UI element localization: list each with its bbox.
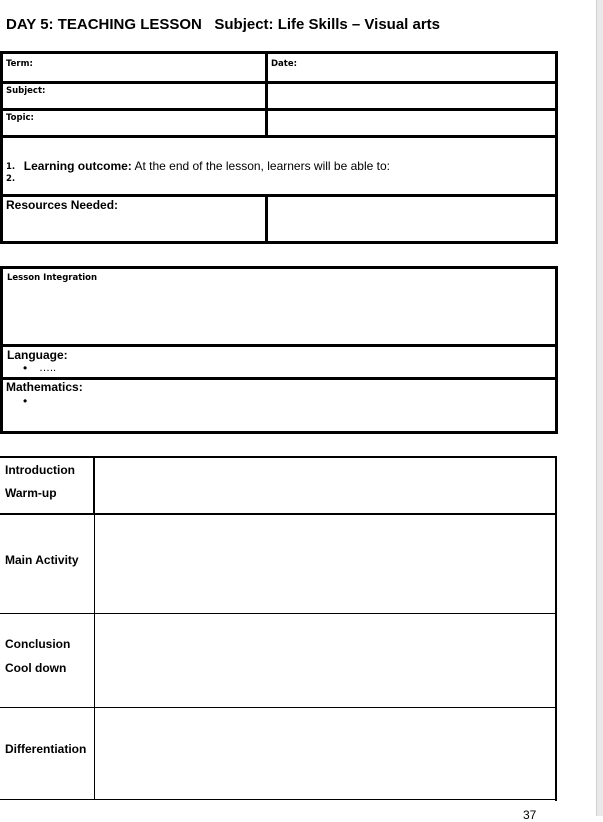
lesson-integration-label: Lesson Integration	[7, 273, 98, 283]
page-title: DAY 5: TEACHING LESSON Subject: Life Skills – Visual arts	[6, 16, 441, 33]
activity-table	[0, 456, 558, 801]
differentiation-label: Differentiation	[5, 742, 87, 756]
cooldown-label: Cool down	[5, 661, 67, 675]
info-table	[0, 51, 558, 244]
introduction-label: Introduction	[5, 463, 75, 477]
learning-outcome	[6, 139, 390, 193]
resources-label: Resources Needed:	[6, 198, 119, 212]
language-list	[3, 363, 543, 374]
language-bullet: • …..	[3, 363, 543, 374]
conclusion-label: Conclusion	[5, 637, 71, 651]
date-label: Date:	[271, 59, 298, 69]
learning-outcome-label: Learning outcome:	[23, 159, 132, 173]
integration-table	[0, 266, 558, 434]
main-activity-label: Main Activity	[5, 553, 79, 567]
warmup-label: Warm-up	[5, 486, 57, 500]
mathematics-label: Mathematics:	[6, 380, 83, 394]
subject-label: Subject:	[6, 86, 46, 96]
page-edge	[596, 0, 603, 816]
topic-label: Topic:	[6, 113, 34, 123]
language-label: Language:	[7, 348, 68, 362]
term-label: Term:	[6, 59, 33, 69]
outcome-2: 2.	[6, 174, 16, 184]
page-number: 37	[523, 808, 537, 822]
learning-outcome-text: At the end of the lesson, learners will be able to:	[131, 159, 390, 173]
outcome-1: 1.	[6, 162, 16, 172]
